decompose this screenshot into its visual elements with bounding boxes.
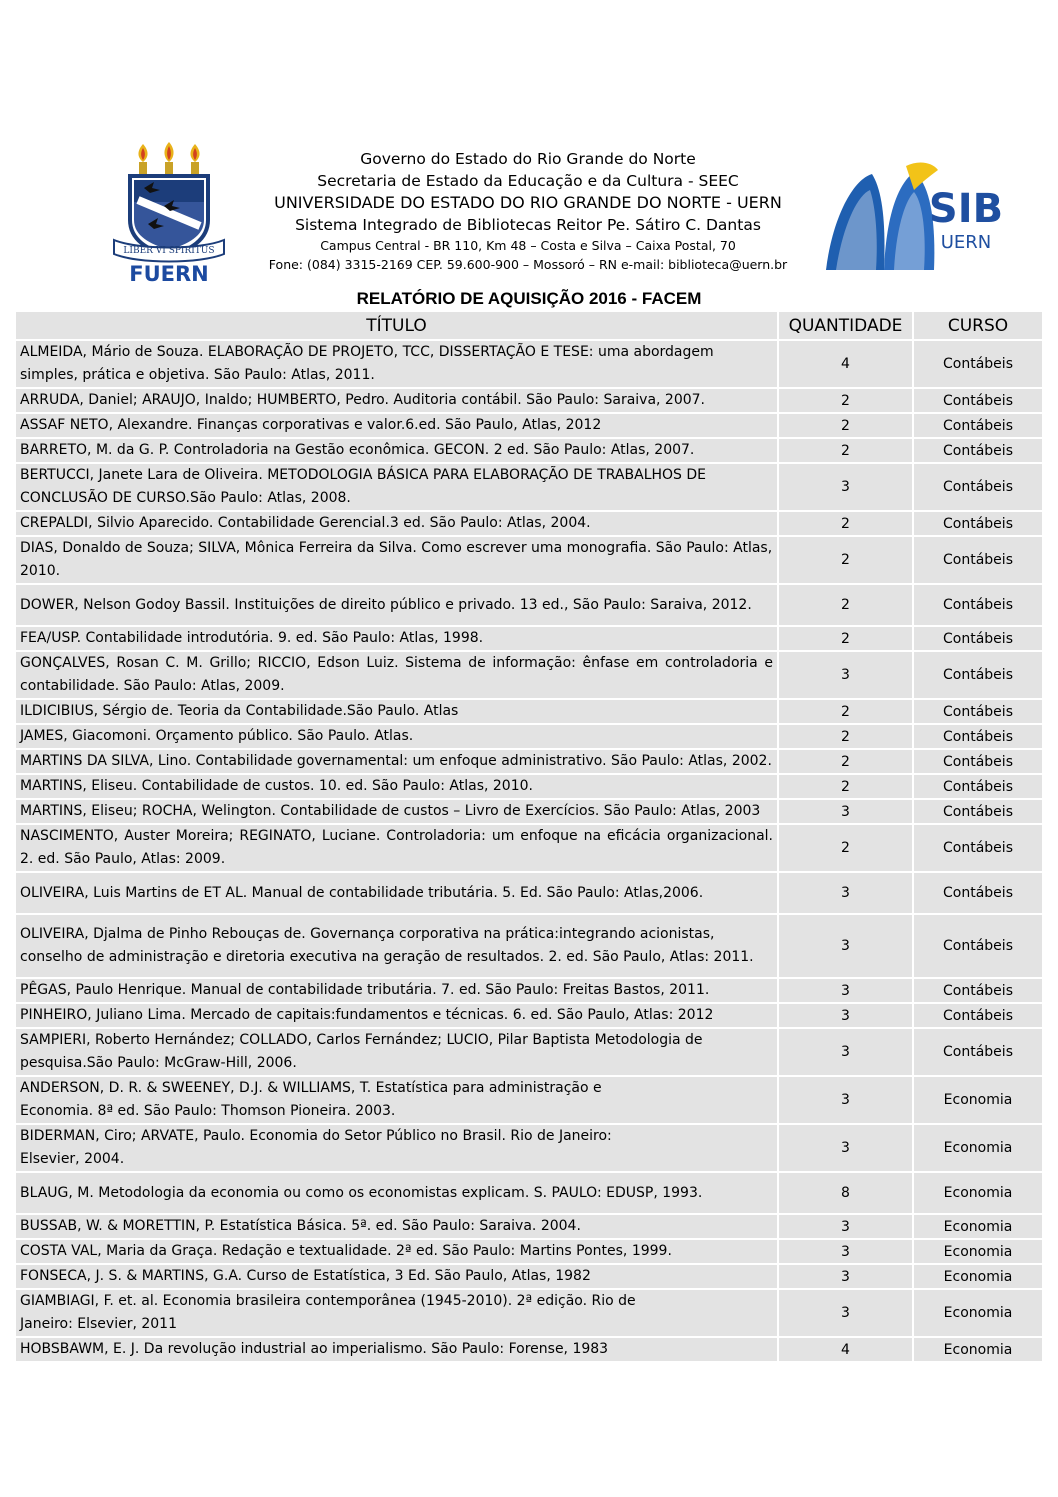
cell-quantidade: 2: [777, 537, 912, 585]
cell-curso: Contábeis: [912, 341, 1042, 389]
table-row: [16, 627, 1042, 652]
acquisition-table: [16, 312, 1042, 1363]
cell-titulo: ASSAF NETO, Alexandre. Finanças corporativas e valor.6.ed. São Paulo, Atlas, 2012: [16, 414, 777, 439]
fuern-logo: [108, 140, 230, 284]
table-row: [16, 1125, 1042, 1173]
svg-text:UERN: UERN: [940, 232, 992, 253]
svg-text:LIBER VI SPIRITUS: LIBER VI SPIRITUS: [123, 246, 215, 256]
cell-quantidade: 2: [777, 439, 912, 464]
cell-curso: Economia: [912, 1240, 1042, 1265]
column-header-titulo: TÍTULO: [16, 312, 777, 341]
cell-titulo: MARTINS, Eliseu; ROCHA, Welington. Contabilidade de custos – Livro de Exercícios. São Paulo: Atlas, 2003: [16, 800, 777, 825]
table-row: [16, 873, 1042, 915]
cell-quantidade: 4: [777, 341, 912, 389]
institution-header: [240, 148, 816, 274]
cell-quantidade: 3: [777, 1029, 912, 1077]
open-book-icon: [826, 163, 938, 270]
cell-curso: Contábeis: [912, 725, 1042, 750]
table-row: [16, 1004, 1042, 1029]
cell-curso: Contábeis: [912, 585, 1042, 627]
cell-titulo: DIAS, Donaldo de Souza; SILVA, Mônica Ferreira da Silva. Como escrever uma monografia. São Paulo: Atlas, 2010.: [16, 537, 777, 585]
cell-titulo: FEA/USP. Contabilidade introdutória. 9. ed. São Paulo: Atlas, 1998.: [16, 627, 777, 652]
cell-titulo: ALMEIDA, Mário de Souza. ELABORAÇÃO DE PROJETO, TCC, DISSERTAÇÃO E TESE: uma abordagem simples, prática e objetiva. São Paulo: Atlas, 2011.: [16, 341, 777, 389]
cell-quantidade: 2: [777, 750, 912, 775]
cell-titulo: DOWER, Nelson Godoy Bassil. Instituições de direito público e privado. 13 ed., São Paulo: Saraiva, 2012.: [16, 585, 777, 627]
table-row: [16, 750, 1042, 775]
cell-titulo: ARRUDA, Daniel; ARAUJO, Inaldo; HUMBERTO, Pedro. Auditoria contábil. São Paulo: Saraiva, 2007.: [16, 389, 777, 414]
table-row: [16, 1338, 1042, 1363]
cell-quantidade: 3: [777, 1265, 912, 1290]
cell-titulo: HOBSBAWM, E. J. Da revolução industrial ao imperialismo. São Paulo: Forense, 1983: [16, 1338, 777, 1363]
table-row: [16, 1029, 1042, 1077]
table-row: [16, 915, 1042, 979]
cell-curso: Contábeis: [912, 979, 1042, 1004]
table-row: [16, 1077, 1042, 1125]
cell-quantidade: 3: [777, 1125, 912, 1173]
cell-curso: Contábeis: [912, 652, 1042, 700]
cell-curso: Contábeis: [912, 537, 1042, 585]
cell-titulo: MARTINS, Eliseu. Contabilidade de custos. 10. ed. São Paulo: Atlas, 2010.: [16, 775, 777, 800]
cell-titulo: GIAMBIAGI, F. et. al. Economia brasileira contemporânea (1945-2010). 2ª edição. Rio de Janeiro: Elsevier, 2011: [16, 1290, 777, 1338]
table-row: [16, 414, 1042, 439]
cell-titulo: OLIVEIRA, Luis Martins de ET AL. Manual de contabilidade tributária. 5. Ed. São Paulo: Atlas,2006.: [16, 873, 777, 915]
column-header-curso: CURSO: [912, 312, 1042, 341]
cell-titulo: MARTINS DA SILVA, Lino. Contabilidade governamental: um enfoque administrativo. São Paulo: Atlas, 2002.: [16, 750, 777, 775]
table-row: [16, 1173, 1042, 1215]
cell-quantidade: 2: [777, 627, 912, 652]
table-row: [16, 800, 1042, 825]
cell-quantidade: 3: [777, 464, 912, 512]
svg-text:FUERN: FUERN: [129, 262, 209, 286]
table-row: [16, 700, 1042, 725]
cell-curso: Contábeis: [912, 700, 1042, 725]
cell-curso: Contábeis: [912, 800, 1042, 825]
cell-quantidade: 3: [777, 652, 912, 700]
cell-titulo: JAMES, Giacomoni. Orçamento público. São Paulo. Atlas.: [16, 725, 777, 750]
cell-titulo: BERTUCCI, Janete Lara de Oliveira. METODOLOGIA BÁSICA PARA ELABORAÇÃO DE TRABALHOS DE CONCLUSÃO DE CURSO.São Paulo: Atlas, 2008.: [16, 464, 777, 512]
cell-titulo: BIDERMAN, Ciro; ARVATE, Paulo. Economia do Setor Público no Brasil. Rio de Janeiro: Elsevier, 2004.: [16, 1125, 777, 1173]
table-row: [16, 1265, 1042, 1290]
cell-quantidade: 8: [777, 1173, 912, 1215]
table-row: [16, 775, 1042, 800]
cell-titulo: SAMPIERI, Roberto Hernández; COLLADO, Carlos Fernández; LUCIO, Pilar Baptista Metodologia de pesquisa.São Paulo: McGraw-Hill, 2006.: [16, 1029, 777, 1077]
cell-titulo: ANDERSON, D. R. & SWEENEY, D.J. & WILLIAMS, T. Estatística para administração e Economia. 8ª ed. São Paulo: Thomson Pioneira. 2003.: [16, 1077, 777, 1125]
cell-curso: Contábeis: [912, 414, 1042, 439]
cell-quantidade: 2: [777, 775, 912, 800]
cell-curso: Contábeis: [912, 627, 1042, 652]
cell-quantidade: 2: [777, 585, 912, 627]
cell-curso: Contábeis: [912, 1029, 1042, 1077]
header-contact: Fone: (084) 3315-2169 CEP. 59.600-900 – Mossoró – RN e-mail: biblioteca@uern.br: [268, 257, 788, 272]
cell-curso: Contábeis: [912, 389, 1042, 414]
cell-quantidade: 2: [777, 700, 912, 725]
table-row: [16, 1215, 1042, 1240]
cell-quantidade: 3: [777, 1004, 912, 1029]
cell-quantidade: 4: [777, 1338, 912, 1363]
cell-quantidade: 3: [777, 979, 912, 1004]
cell-curso: Economia: [912, 1290, 1042, 1338]
table-row: [16, 979, 1042, 1004]
cell-quantidade: 3: [777, 1077, 912, 1125]
cell-quantidade: 3: [777, 1215, 912, 1240]
cell-curso: Contábeis: [912, 873, 1042, 915]
cell-curso: Economia: [912, 1125, 1042, 1173]
cell-quantidade: 3: [777, 915, 912, 979]
column-header-quantidade: QUANTIDADE: [777, 312, 912, 341]
cell-curso: Economia: [912, 1215, 1042, 1240]
cell-titulo: PINHEIRO, Juliano Lima. Mercado de capitais:fundamentos e técnicas. 6. ed. São Paulo, Atlas: 2012: [16, 1004, 777, 1029]
cell-curso: Economia: [912, 1338, 1042, 1363]
header-secretariat: Secretaria de Estado da Educação e da Cultura - SEEC: [317, 172, 739, 190]
table-row: [16, 389, 1042, 414]
cell-quantidade: 2: [777, 512, 912, 537]
cell-quantidade: 3: [777, 1240, 912, 1265]
page-header: [0, 0, 1058, 290]
table-row: [16, 1240, 1042, 1265]
cell-titulo: COSTA VAL, Maria da Graça. Redação e textualidade. 2ª ed. São Paulo: Martins Pontes, 1999.: [16, 1240, 777, 1265]
header-address: Campus Central - BR 110, Km 48 – Costa e Silva – Caixa Postal, 70: [320, 238, 736, 253]
cell-curso: Contábeis: [912, 750, 1042, 775]
cell-curso: Contábeis: [912, 1004, 1042, 1029]
cell-curso: Contábeis: [912, 464, 1042, 512]
cell-titulo: CREPALDI, Silvio Aparecido. Contabilidade Gerencial.3 ed. São Paulo: Atlas, 2004.: [16, 512, 777, 537]
cell-titulo: GONÇALVES, Rosan C. M. Grillo; RICCIO, Edson Luiz. Sistema de informação: ênfase em controladoria e contabilidade. São Paulo: Atlas, 2009.: [16, 652, 777, 700]
cell-curso: Contábeis: [912, 512, 1042, 537]
cell-curso: Economia: [912, 1265, 1042, 1290]
cell-curso: Contábeis: [912, 825, 1042, 873]
cell-quantidade: 3: [777, 800, 912, 825]
cell-curso: Contábeis: [912, 775, 1042, 800]
cell-titulo: NASCIMENTO, Auster Moreira; REGINATO, Luciane. Controladoria: um enfoque na eficácia organizacional. 2. ed. São Paulo, Atlas: 2009.: [16, 825, 777, 873]
cell-quantidade: 3: [777, 873, 912, 915]
cell-quantidade: 2: [777, 725, 912, 750]
header-library-system: Sistema Integrado de Bibliotecas Reitor Pe. Sátiro C. Dantas: [295, 216, 761, 234]
cell-quantidade: 2: [777, 825, 912, 873]
cell-curso: Contábeis: [912, 915, 1042, 979]
table-row: [16, 585, 1042, 627]
cell-titulo: OLIVEIRA, Djalma de Pinho Rebouças de. Governança corporativa na prática:integrando acionistas, conselho de administração e diretoria executiva na geração de resultados. 2. ed. São Paulo, Atlas: 2011.: [16, 915, 777, 979]
table-header-row: [16, 312, 1042, 341]
table-row: [16, 725, 1042, 750]
table-row: [16, 537, 1042, 585]
table-row: [16, 512, 1042, 537]
cell-quantidade: 2: [777, 414, 912, 439]
cell-curso: Economia: [912, 1173, 1042, 1215]
header-government: Governo do Estado do Rio Grande do Norte: [360, 150, 696, 168]
cell-titulo: BLAUG, M. Metodologia da economia ou como os economistas explicam. S. PAULO: EDUSP, 1993.: [16, 1173, 777, 1215]
svg-text:SIB: SIB: [928, 186, 1004, 232]
cell-curso: Contábeis: [912, 439, 1042, 464]
header-university: UNIVERSIDADE DO ESTADO DO RIO GRANDE DO NORTE - UERN: [274, 193, 782, 212]
table-row: [16, 825, 1042, 873]
table-row: [16, 341, 1042, 389]
cell-titulo: FONSECA, J. S. & MARTINS, G.A. Curso de Estatística, 3 Ed. São Paulo, Atlas, 1982: [16, 1265, 777, 1290]
table-row: [16, 652, 1042, 700]
sib-uern-logo: [822, 160, 1004, 278]
table-row: [16, 439, 1042, 464]
cell-titulo: BUSSAB, W. & MORETTIN, P. Estatística Básica. 5ª. ed. São Paulo: Saraiva. 2004.: [16, 1215, 777, 1240]
torch-icon: [138, 142, 199, 176]
report-title: RELATÓRIO DE AQUISIÇÃO 2016 - FACEM: [356, 289, 702, 308]
table-row: [16, 464, 1042, 512]
cell-curso: Economia: [912, 1077, 1042, 1125]
cell-quantidade: 2: [777, 389, 912, 414]
cell-quantidade: 3: [777, 1290, 912, 1338]
cell-titulo: ILDICIBIUS, Sérgio de. Teoria da Contabilidade.São Paulo. Atlas: [16, 700, 777, 725]
cell-titulo: BARRETO, M. da G. P. Controladoria na Gestão econômica. GECON. 2 ed. São Paulo: Atlas, 2007.: [16, 439, 777, 464]
table-row: [16, 1290, 1042, 1338]
cell-titulo: PÊGAS, Paulo Henrique. Manual de contabilidade tributária. 7. ed. São Paulo: Freitas Bastos, 2011.: [16, 979, 777, 1004]
